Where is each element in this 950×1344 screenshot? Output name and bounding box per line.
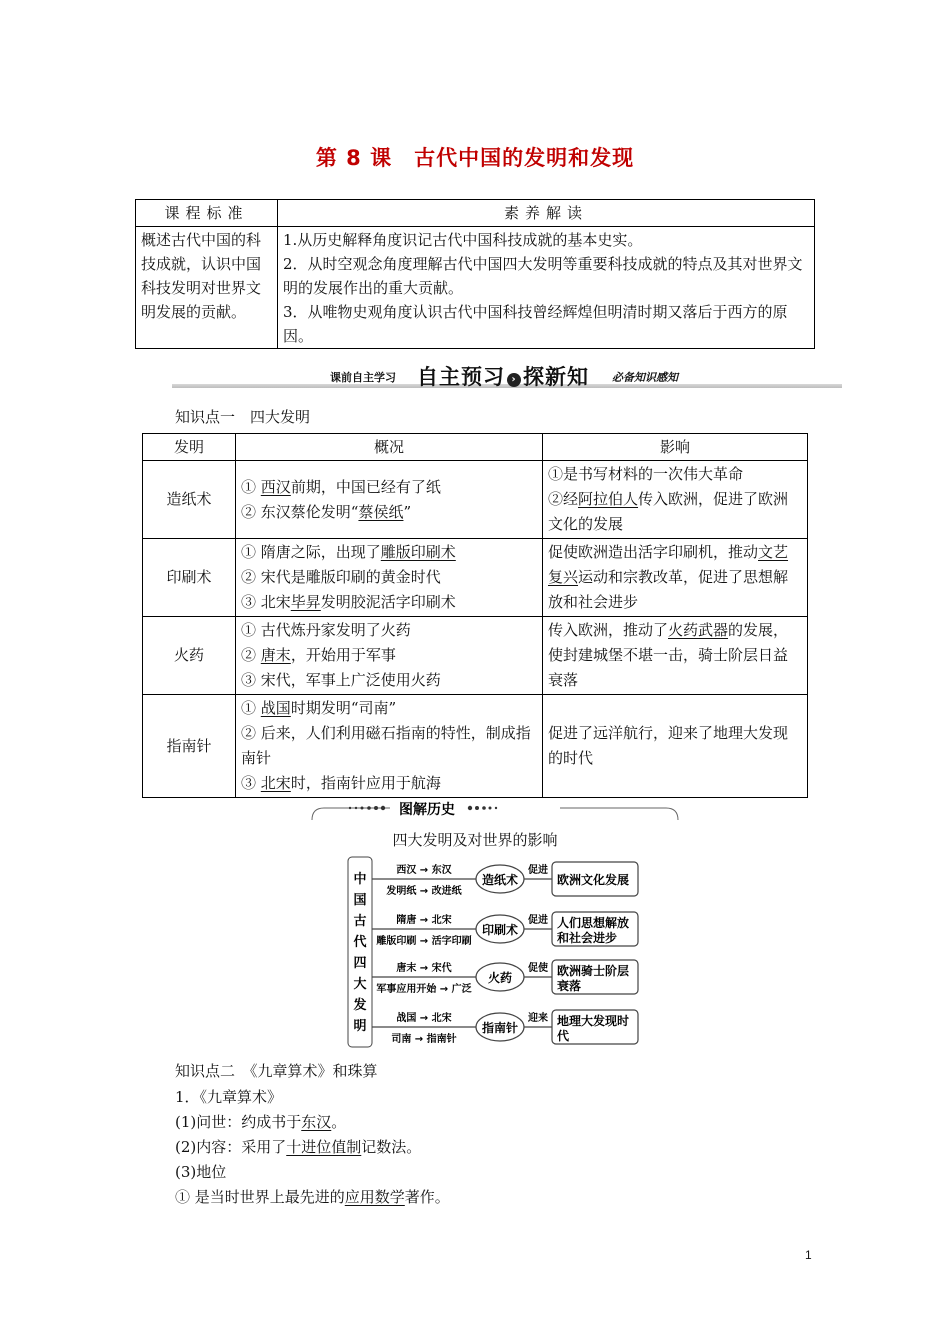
result-text: 欧洲骑士阶层 — [557, 964, 630, 978]
dots-right — [468, 806, 497, 810]
branch-development: 发明纸 → 改进纸 — [386, 886, 462, 897]
col-header-impact: 影响 — [543, 434, 808, 461]
banner-main-1: 自主预习 — [417, 365, 505, 389]
header-right-curve — [560, 808, 678, 820]
diagram-branch — [372, 960, 638, 995]
branch-development: 雕版印刷 → 活字印刷 — [376, 936, 472, 947]
interpretation-list — [278, 227, 815, 349]
result-text-2: 衰落 — [557, 979, 582, 993]
diagram-branch — [372, 1010, 638, 1045]
chevron-right-icon: › — [507, 373, 521, 387]
invention-node-label: 印刷术 — [481, 923, 519, 937]
root-char: 四 — [353, 956, 367, 971]
branch-development: 司南 → 指南针 — [391, 1034, 457, 1045]
diagram-branch — [372, 912, 638, 947]
knowledge-point-2: 知识点二 《九章算术》和珠算 — [175, 1062, 378, 1080]
impact-cell: 传入欧洲，推动了火药武器的发展，使封建城堡不堪一击，骑士阶层日益衰落 — [543, 617, 808, 695]
overview-cell: ① 古代炼丹家发明了火药 ② 唐末，开始用于军事 ③ 宋代，军事上广泛使用火药 — [236, 617, 543, 695]
root-char: 明 — [353, 1019, 367, 1034]
root-char: 国 — [353, 893, 367, 908]
diagram-header — [310, 800, 680, 822]
standard-text: 概述古代中国的科技成就，认识中国科技发明对世界文明发展的贡献。 — [136, 227, 278, 349]
branch-period: 战国 → 北宋 — [396, 1013, 452, 1024]
col-header-invention: 发明 — [143, 434, 236, 461]
col-header-overview: 概况 — [236, 434, 543, 461]
interpretation-item-1: 1.从历史解释角度识记古代中国科技成就的基本史实。 — [283, 231, 643, 249]
invention-node-label: 造纸术 — [481, 873, 519, 887]
result-text-2: 代 — [557, 1029, 570, 1043]
result-text: 人们思想解放 — [557, 916, 630, 930]
branch-period: 隋唐 → 北宋 — [396, 915, 452, 926]
root-char: 发 — [353, 998, 367, 1013]
interpretation-item-2: 2．从时空观念角度理解古代中国四大发明等重要科技成就的特点及其对世界文明的发展作出的重大贡献。 — [283, 255, 803, 297]
root-char: 古 — [353, 914, 367, 929]
standards-table — [135, 199, 815, 349]
invention-name: 造纸术 — [143, 461, 236, 539]
invention-node-label: 指南针 — [481, 1021, 519, 1035]
invention-node-label: 火药 — [487, 971, 513, 985]
table-row — [143, 539, 808, 617]
root-char: 中 — [353, 872, 367, 887]
impact-cell: ①是书写材料的一次伟大革命 ②经阿拉伯人传入欧洲，促进了欧洲文化的发展 — [543, 461, 808, 539]
root-char: 大 — [353, 977, 367, 992]
invention-name: 印刷术 — [143, 539, 236, 617]
result-text: 欧洲文化发展 — [557, 873, 630, 887]
arrow-verb: 促使 — [528, 963, 548, 974]
arrow-verb: 促进 — [528, 865, 548, 876]
arrow-verb: 促进 — [528, 915, 548, 926]
result-text-2: 和社会进步 — [557, 931, 618, 945]
branch-period: 西汉 → 东汉 — [396, 865, 452, 876]
page-title: 第 8 课 古代中国的发明和发现 — [315, 146, 635, 170]
overview-cell: ① 战国时期发明“司南” ② 后来，人们利用磁石指南的特性，制成指南针 ③ 北宋时，指南针应用于航海 — [236, 695, 543, 798]
header-standard: 课程标准 — [136, 200, 278, 227]
table-row — [143, 695, 808, 798]
invention-name: 指南针 — [143, 695, 236, 798]
banner-right: 必备知识感知 — [612, 371, 678, 384]
interpretation-item-3: 3．从唯物史观角度认识古代中国科技曾经辉煌但明清时期又落后于西方的原因。 — [283, 303, 788, 345]
impact-cell: 促进了远洋航行，迎来了地理大发现的时代 — [543, 695, 808, 798]
header-left-curve — [312, 808, 390, 820]
line-1: 1．《九章算术》 — [175, 1088, 283, 1106]
arrow-verb: 迎来 — [528, 1013, 548, 1024]
knowledge-point-1: 知识点一 四大发明 — [175, 408, 311, 426]
root-char: 代 — [353, 935, 367, 950]
branch-period: 唐末 → 宋代 — [396, 963, 452, 974]
result-text: 地理大发现时 — [557, 1014, 630, 1028]
diagram-header-text: 图解历史 — [399, 802, 455, 818]
line-5: ① 是当时世界上最先进的应用数学著作。 — [175, 1188, 450, 1206]
overview-cell: ① 西汉前期，中国已经有了纸 ② 东汉蔡伦发明“蔡侯纸” — [236, 461, 543, 539]
banner-main — [417, 361, 589, 391]
overview-cell: ① 隋唐之际，出现了雕版印刷术 ② 宋代是雕版印刷的黄金时代 ③ 北宋毕昇发明胶泥活字印刷术 — [236, 539, 543, 617]
table-row — [143, 461, 808, 539]
branch-development: 军事应用开始 → 广泛 — [376, 984, 472, 995]
inventions-diagram — [346, 855, 642, 1051]
table-row — [143, 617, 808, 695]
banner-main-2: 探新知 — [523, 365, 589, 389]
line-4: (3)地位 — [175, 1163, 227, 1181]
line-3: (2)内容：采用了十进位值制记数法。 — [175, 1138, 422, 1156]
inventions-table — [142, 433, 808, 798]
section-banner — [172, 361, 842, 391]
page-number: 1 — [805, 1248, 812, 1262]
line-2: (1)问世：约成书于东汉。 — [175, 1113, 347, 1131]
header-interpretation: 素养解读 — [278, 200, 815, 227]
diagram-title: 四大发明及对世界的影响 — [392, 831, 558, 849]
banner-left: 课前自主学习 — [330, 371, 396, 384]
impact-cell: 促使欧洲造出活字印刷机，推动文艺复兴运动和宗教改革，促进了思想解放和社会进步 — [543, 539, 808, 617]
diagram-branch — [372, 862, 638, 897]
invention-name: 火药 — [143, 617, 236, 695]
